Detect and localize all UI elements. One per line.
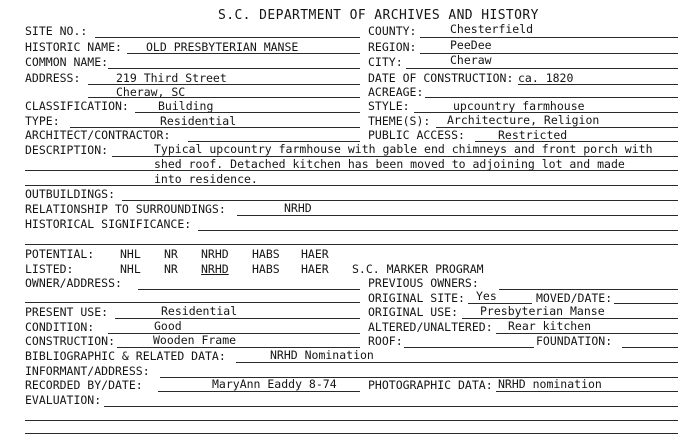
potential-nrhd: NRHD	[201, 247, 229, 261]
original-use-value: Presbyterian Manse	[480, 304, 605, 318]
marker-program-label: S.C. MARKER PROGRAM	[352, 262, 484, 276]
original-site-value: Yes	[476, 289, 497, 303]
public-access-label: PUBLIC ACCESS:	[368, 128, 465, 142]
date-of-construction-value: ca. 1820	[518, 71, 574, 85]
acreage-label: ACREAGE:	[368, 85, 424, 99]
county-label: COUNTY:	[368, 24, 417, 38]
owner-address-label: OWNER/ADDRESS:	[25, 276, 122, 290]
region-label: REGION:	[368, 40, 417, 54]
photographic-data-label: PHOTOGRAPHIC DATA:	[368, 378, 493, 392]
present-use-label: PRESENT USE:	[25, 305, 109, 319]
historic-name-value: OLD PRESBYTERIAN MANSE	[146, 40, 299, 54]
description-rule2	[25, 170, 678, 171]
description-line1: Typical upcountry farmhouse with gable end chimneys and front porch with	[154, 142, 653, 156]
description-rule3	[25, 185, 678, 186]
common-name-label: COMMON NAME:	[25, 55, 109, 69]
previous-owners-label: PREVIOUS OWNERS:	[368, 276, 479, 290]
bibliographic-value: NRHD Nomination	[270, 348, 374, 362]
foundation-line	[622, 347, 678, 348]
photographic-data-line	[496, 391, 678, 392]
original-use-label: ORIGINAL USE:	[368, 305, 459, 319]
recorded-by-label: RECORDED BY/DATE:	[25, 378, 143, 392]
evaluation-line	[104, 406, 678, 407]
city-line	[406, 68, 678, 69]
bibliographic-line	[236, 362, 678, 363]
listed-nhl: NHL	[120, 262, 141, 276]
potential-nhl: NHL	[120, 247, 141, 261]
potential-label: POTENTIAL:	[25, 247, 95, 261]
original-site-label: ORIGINAL SITE:	[368, 291, 465, 305]
date-of-construction-line	[518, 84, 678, 85]
recorded-by-line	[158, 391, 360, 392]
historic-name-line	[127, 53, 360, 54]
evaluation-line3	[25, 433, 678, 434]
city-value: Cheraw	[450, 53, 492, 67]
theme-label: THEME(S):	[368, 114, 431, 128]
bibliographic-label: BIBLIOGRAPHIC & RELATED DATA:	[25, 349, 226, 363]
potential-nr: NR	[164, 247, 178, 261]
condition-label: CONDITION:	[25, 320, 95, 334]
evaluation-line2	[25, 420, 678, 421]
architect-label: ARCHITECT/CONTRACTOR:	[25, 128, 171, 142]
historical-significance-label: HISTORICAL SIGNIFICANCE:	[25, 217, 192, 231]
description-line3: into residence.	[154, 172, 258, 186]
construction-value: Wooden Frame	[153, 333, 237, 347]
altered-value: Rear kitchen	[508, 319, 592, 333]
listed-label: LISTED:	[25, 262, 74, 276]
style-label: STYLE:	[368, 99, 410, 113]
owner-address-line	[138, 289, 360, 290]
previous-owners-line	[499, 289, 678, 290]
outbuildings-line	[122, 200, 678, 201]
altered-label: ALTERED/UNALTERED:	[368, 320, 493, 334]
classification-line	[135, 112, 360, 113]
classification-label: CLASSIFICATION:	[25, 99, 129, 113]
listed-nr: NR	[164, 262, 178, 276]
listed-nrhd: NRHD	[201, 262, 229, 276]
acreage-line	[425, 97, 678, 98]
historical-significance-line	[198, 230, 678, 231]
county-value: Chesterfield	[450, 22, 534, 36]
address-line1: 219 Third Street	[116, 71, 227, 85]
listed-haer: HAER	[301, 262, 329, 276]
type-label: TYPE:	[25, 114, 60, 128]
relationship-label: RELATIONSHIP TO SURROUNDINGS:	[25, 202, 226, 216]
description-label: DESCRIPTION:	[25, 143, 109, 157]
potential-haer: HAER	[301, 247, 329, 261]
evaluation-label: EVALUATION:	[25, 393, 102, 407]
roof-label: ROOF:	[368, 334, 403, 348]
informant-label: INFORMANT/ADDRESS:	[25, 364, 150, 378]
historic-name-label: HISTORIC NAME:	[25, 40, 122, 54]
present-use-line	[115, 318, 360, 319]
listed-habs: HABS	[252, 262, 280, 276]
theme-value: Architecture, Religion	[447, 113, 600, 127]
address-label: ADDRESS:	[25, 71, 81, 85]
potential-habs: HABS	[252, 247, 280, 261]
construction-label: CONSTRUCTION:	[25, 334, 116, 348]
city-label: CITY:	[368, 55, 403, 69]
site-no-label: SITE NO.:	[25, 24, 88, 38]
moved-date-label: MOVED/DATE:	[536, 291, 613, 305]
classification-value: Building	[158, 99, 214, 113]
outbuildings-label: OUTBUILDINGS:	[25, 187, 116, 201]
common-name-line	[108, 68, 360, 69]
relationship-line	[237, 215, 678, 216]
moved-date-line	[614, 303, 678, 304]
condition-value: Good	[154, 319, 182, 333]
recorded-by-value: MaryAnn Eaddy 8-74	[212, 377, 337, 391]
public-access-value: Restricted	[498, 128, 568, 142]
address-line2-rule	[88, 97, 360, 98]
description-line2: shed roof. Detached kitchen has been moved to adjoining lot and made	[154, 157, 625, 171]
relationship-value: NRHD	[284, 201, 312, 215]
photographic-data-value: NRHD nomination	[498, 377, 602, 391]
owner-address-line2	[25, 302, 360, 303]
foundation-label: FOUNDATION:	[536, 334, 613, 348]
present-use-value: Residential	[161, 304, 238, 318]
site-no-line	[95, 37, 360, 38]
roof-line	[404, 347, 534, 348]
style-value: upcountry farmhouse	[453, 99, 585, 113]
form-title: S.C. DEPARTMENT OF ARCHIVES AND HISTORY	[218, 8, 539, 23]
region-value: PeeDee	[450, 38, 492, 52]
date-of-construction-label: DATE OF CONSTRUCTION:	[368, 71, 514, 85]
type-value: Residential	[160, 114, 237, 128]
historical-significance-line2	[25, 244, 678, 245]
address-line2: Cheraw, SC	[116, 85, 186, 99]
